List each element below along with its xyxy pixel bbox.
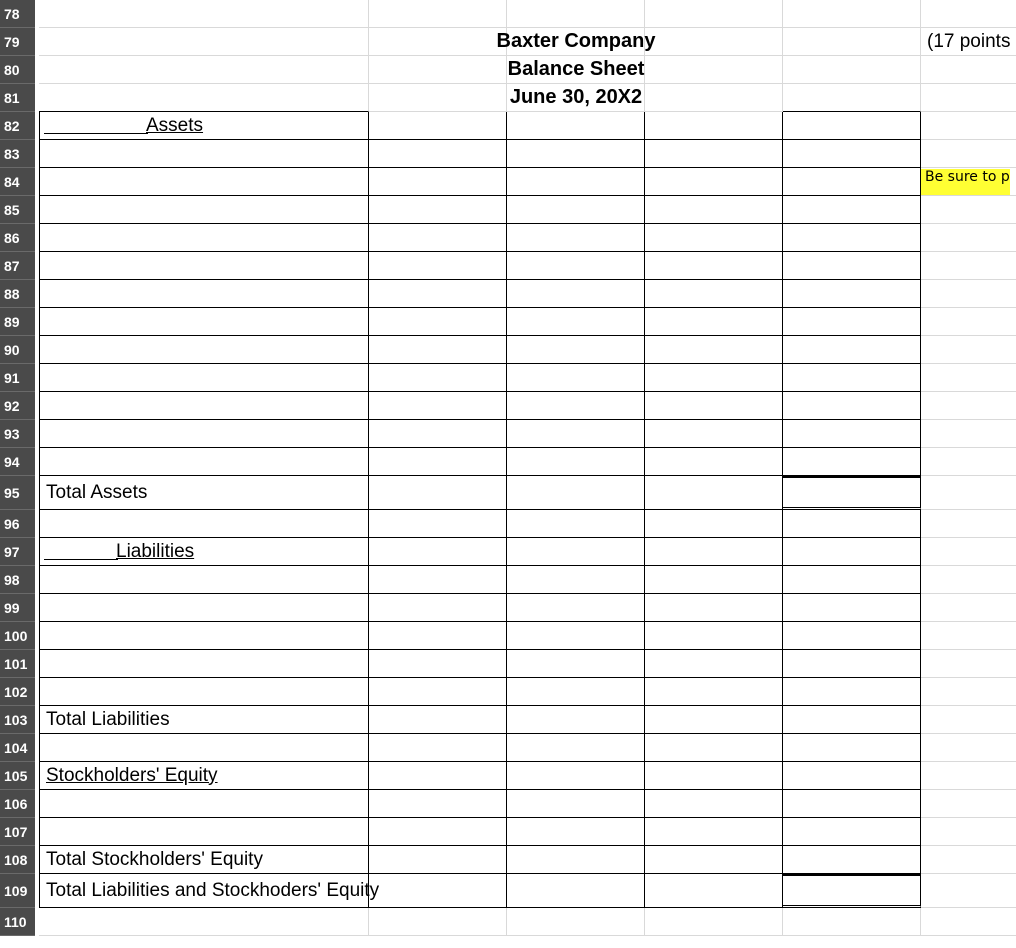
cell[interactable]: [507, 678, 645, 706]
cell[interactable]: [645, 566, 783, 594]
cell[interactable]: [369, 650, 507, 678]
cell[interactable]: [783, 594, 921, 622]
cell[interactable]: [507, 196, 645, 224]
total-assets-label: Total Assets: [46, 481, 148, 503]
cell[interactable]: [39, 392, 369, 420]
sheet-row: [0, 392, 1016, 420]
cell[interactable]: [783, 140, 921, 168]
cell[interactable]: [507, 622, 645, 650]
cell[interactable]: [507, 420, 645, 448]
sheet-row: [0, 650, 1016, 678]
cell[interactable]: [369, 392, 507, 420]
cell[interactable]: [369, 112, 507, 140]
cell[interactable]: [783, 112, 921, 140]
cell[interactable]: [39, 650, 369, 678]
cell[interactable]: [369, 734, 507, 762]
cell[interactable]: [645, 420, 783, 448]
cell[interactable]: [645, 308, 783, 336]
cell[interactable]: [783, 196, 921, 224]
row-header[interactable]: 97: [0, 538, 35, 566]
cell[interactable]: [39, 908, 369, 936]
cell[interactable]: [645, 448, 783, 476]
sheet-row: [0, 168, 1016, 196]
cell[interactable]: [369, 818, 507, 846]
cell[interactable]: [369, 336, 507, 364]
cell[interactable]: [921, 224, 1016, 252]
cell[interactable]: [921, 448, 1016, 476]
cell[interactable]: [369, 510, 507, 538]
points-note: (17 points: [927, 30, 1011, 52]
sheet-row: [0, 308, 1016, 336]
row-header[interactable]: 89: [0, 308, 35, 336]
cell[interactable]: [921, 762, 1016, 790]
cell[interactable]: [507, 566, 645, 594]
cell[interactable]: [645, 846, 783, 874]
cell[interactable]: [507, 336, 645, 364]
cell[interactable]: [369, 908, 507, 936]
cell[interactable]: [645, 280, 783, 308]
cell[interactable]: [39, 566, 369, 594]
cell[interactable]: [921, 538, 1016, 566]
cell[interactable]: [39, 622, 369, 650]
row-header[interactable]: 80: [0, 56, 35, 84]
sheet-row: [0, 112, 1016, 140]
cell[interactable]: [783, 908, 921, 936]
cell[interactable]: [783, 28, 921, 56]
sheet-row: [0, 818, 1016, 846]
cell[interactable]: [921, 84, 1016, 112]
cell[interactable]: [783, 308, 921, 336]
row-header[interactable]: 83: [0, 140, 35, 168]
hint-note: Be sure to p: [921, 169, 1010, 195]
cell[interactable]: [507, 224, 645, 252]
cell[interactable]: [507, 874, 645, 908]
row-header[interactable]: 82: [0, 112, 35, 140]
cell[interactable]: [507, 594, 645, 622]
sheet-row: [0, 0, 1016, 28]
cell[interactable]: [369, 420, 507, 448]
cell[interactable]: [369, 448, 507, 476]
cell[interactable]: [921, 734, 1016, 762]
cell[interactable]: [39, 168, 369, 196]
cell[interactable]: [645, 734, 783, 762]
row-header[interactable]: 88: [0, 280, 35, 308]
row-header[interactable]: 90: [0, 336, 35, 364]
cell[interactable]: [507, 0, 645, 28]
cell[interactable]: [507, 762, 645, 790]
company-title: Baxter Company: [369, 28, 783, 56]
cell[interactable]: [507, 168, 645, 196]
cell[interactable]: [783, 650, 921, 678]
sheet-row: [0, 252, 1016, 280]
cell[interactable]: [39, 734, 369, 762]
sheet-row: [0, 476, 1016, 510]
cell[interactable]: [783, 364, 921, 392]
cell[interactable]: [783, 224, 921, 252]
cell[interactable]: [645, 650, 783, 678]
total-liabilities-label: Total Liabilities: [46, 708, 170, 730]
cell[interactable]: [645, 196, 783, 224]
cell[interactable]: [39, 448, 369, 476]
cell[interactable]: [369, 594, 507, 622]
cell[interactable]: [507, 112, 645, 140]
cell[interactable]: [783, 566, 921, 594]
sheet-row: [0, 420, 1016, 448]
cell[interactable]: [645, 908, 783, 936]
cell[interactable]: [369, 790, 507, 818]
cell[interactable]: [921, 168, 1016, 196]
sheet-row: [0, 56, 1016, 84]
cell[interactable]: [921, 566, 1016, 594]
row-header[interactable]: 92: [0, 392, 35, 420]
cell[interactable]: [783, 734, 921, 762]
cell[interactable]: [783, 510, 921, 538]
cell[interactable]: [369, 762, 507, 790]
cell[interactable]: [921, 874, 1016, 908]
cell[interactable]: [39, 28, 369, 56]
cell[interactable]: [921, 510, 1016, 538]
cell[interactable]: [39, 224, 369, 252]
cell[interactable]: [783, 168, 921, 196]
cell[interactable]: [921, 0, 1016, 28]
statement-title: Balance Sheet: [369, 56, 783, 84]
cell[interactable]: [783, 678, 921, 706]
row-header[interactable]: 105: [0, 762, 35, 790]
row-header[interactable]: 109: [0, 874, 35, 908]
cell[interactable]: [645, 706, 783, 734]
cell[interactable]: [507, 908, 645, 936]
sheet-row: [0, 84, 1016, 112]
cell[interactable]: [507, 308, 645, 336]
cell[interactable]: [507, 650, 645, 678]
sheet-row: [0, 448, 1016, 476]
cell[interactable]: [39, 538, 369, 566]
cell[interactable]: [783, 762, 921, 790]
cell[interactable]: [39, 594, 369, 622]
sheet-row: [0, 874, 1016, 908]
cell[interactable]: [783, 622, 921, 650]
cell[interactable]: [39, 364, 369, 392]
cell[interactable]: [369, 622, 507, 650]
cell[interactable]: [921, 908, 1016, 936]
cell[interactable]: [921, 392, 1016, 420]
stockholders-equity-header: Stockholders' Equity: [46, 764, 218, 786]
cell[interactable]: [921, 420, 1016, 448]
cell[interactable]: [507, 392, 645, 420]
cell[interactable]: [39, 308, 369, 336]
cell[interactable]: [369, 476, 507, 510]
cell[interactable]: [507, 448, 645, 476]
row-header[interactable]: 107: [0, 818, 35, 846]
cell[interactable]: [783, 790, 921, 818]
sheet-row: [0, 510, 1016, 538]
cell[interactable]: [507, 252, 645, 280]
row-header[interactable]: 94: [0, 448, 35, 476]
cell[interactable]: [921, 280, 1016, 308]
cell[interactable]: [39, 280, 369, 308]
cell[interactable]: [921, 308, 1016, 336]
cell[interactable]: [39, 252, 369, 280]
cell[interactable]: [783, 706, 921, 734]
cell[interactable]: [507, 846, 645, 874]
cell[interactable]: [369, 224, 507, 252]
cell[interactable]: [369, 874, 507, 908]
cell[interactable]: [369, 846, 507, 874]
cell[interactable]: [921, 196, 1016, 224]
cell[interactable]: [507, 280, 645, 308]
cell[interactable]: [921, 56, 1016, 84]
cell[interactable]: [507, 734, 645, 762]
sheet-row: [0, 734, 1016, 762]
cell[interactable]: [921, 818, 1016, 846]
cell[interactable]: [921, 252, 1016, 280]
cell[interactable]: [645, 392, 783, 420]
sheet-row: [0, 336, 1016, 364]
cell[interactable]: [921, 678, 1016, 706]
cell[interactable]: [645, 594, 783, 622]
cell[interactable]: [921, 594, 1016, 622]
sheet-row: [0, 280, 1016, 308]
row-header[interactable]: 98: [0, 566, 35, 594]
cell[interactable]: [645, 762, 783, 790]
cell[interactable]: [645, 0, 783, 28]
row-header[interactable]: 104: [0, 734, 35, 762]
cell[interactable]: [921, 622, 1016, 650]
cell[interactable]: [783, 846, 921, 874]
cell[interactable]: [645, 364, 783, 392]
cell[interactable]: [39, 140, 369, 168]
cell[interactable]: [783, 448, 921, 476]
row-header[interactable]: 108: [0, 846, 35, 874]
cell[interactable]: [645, 140, 783, 168]
cell[interactable]: [921, 706, 1016, 734]
cell[interactable]: [645, 818, 783, 846]
sheet-row: [0, 622, 1016, 650]
cell[interactable]: [783, 538, 921, 566]
sheet-row: [0, 538, 1016, 566]
cell[interactable]: [783, 336, 921, 364]
cell[interactable]: [39, 678, 369, 706]
cell[interactable]: [39, 336, 369, 364]
cell[interactable]: [369, 364, 507, 392]
underline-lead: [44, 559, 118, 560]
cell[interactable]: [507, 140, 645, 168]
row-header[interactable]: 81: [0, 84, 35, 112]
row-header[interactable]: 85: [0, 196, 35, 224]
row-header[interactable]: 93: [0, 420, 35, 448]
cell[interactable]: [783, 392, 921, 420]
sheet-row: [0, 594, 1016, 622]
cell[interactable]: [921, 650, 1016, 678]
cell[interactable]: [39, 846, 369, 874]
cell[interactable]: [921, 364, 1016, 392]
row-header[interactable]: 99: [0, 594, 35, 622]
row-header[interactable]: 106: [0, 790, 35, 818]
sheet-row: [0, 140, 1016, 168]
cell[interactable]: [369, 140, 507, 168]
cell[interactable]: [645, 112, 783, 140]
cell[interactable]: [39, 56, 369, 84]
cell[interactable]: [783, 0, 921, 28]
sheet-row: [0, 846, 1016, 874]
row-header[interactable]: 91: [0, 364, 35, 392]
cell[interactable]: [39, 112, 369, 140]
cell[interactable]: [39, 762, 369, 790]
cell[interactable]: [369, 196, 507, 224]
sheet-row: [0, 706, 1016, 734]
cell[interactable]: [783, 280, 921, 308]
cell[interactable]: [783, 252, 921, 280]
cell[interactable]: [645, 510, 783, 538]
sheet-row: [0, 28, 1016, 56]
row-header[interactable]: 87: [0, 252, 35, 280]
cell[interactable]: [645, 224, 783, 252]
cell[interactable]: [645, 252, 783, 280]
cell[interactable]: [39, 790, 369, 818]
sheet-row: [0, 908, 1016, 936]
cell[interactable]: [39, 510, 369, 538]
cell[interactable]: [39, 706, 369, 734]
row-header[interactable]: 79: [0, 28, 35, 56]
cell[interactable]: [783, 420, 921, 448]
cell[interactable]: [921, 846, 1016, 874]
sheet-row: [0, 224, 1016, 252]
cell[interactable]: [507, 538, 645, 566]
row-header[interactable]: 101: [0, 650, 35, 678]
cell[interactable]: [507, 706, 645, 734]
cell[interactable]: [507, 476, 645, 510]
row-header[interactable]: 103: [0, 706, 35, 734]
cell[interactable]: [39, 0, 369, 28]
cell[interactable]: [507, 818, 645, 846]
sheet-row: [0, 790, 1016, 818]
sheet-row: [0, 196, 1016, 224]
cell[interactable]: [645, 336, 783, 364]
liabilities-header: Liabilities: [116, 540, 195, 562]
cell[interactable]: [369, 168, 507, 196]
sheet-row: [0, 678, 1016, 706]
assets-header: Assets: [146, 114, 204, 136]
cell[interactable]: [783, 874, 921, 908]
row-header[interactable]: 86: [0, 224, 35, 252]
cell[interactable]: [39, 84, 369, 112]
cell[interactable]: [39, 818, 369, 846]
cell[interactable]: [921, 112, 1016, 140]
cell[interactable]: [369, 706, 507, 734]
cell[interactable]: [921, 476, 1016, 510]
row-header[interactable]: 100: [0, 622, 35, 650]
row-header[interactable]: 84: [0, 168, 35, 196]
cell[interactable]: [369, 678, 507, 706]
sheet-row: [0, 364, 1016, 392]
cell[interactable]: [507, 364, 645, 392]
sheet-row: [0, 762, 1016, 790]
cell[interactable]: [39, 196, 369, 224]
cell[interactable]: [645, 538, 783, 566]
cell[interactable]: [921, 336, 1016, 364]
cell[interactable]: [369, 280, 507, 308]
cell[interactable]: [369, 252, 507, 280]
underline-lead: [44, 133, 148, 134]
cell[interactable]: [921, 28, 1016, 56]
row-header[interactable]: 110: [0, 908, 35, 936]
row-header[interactable]: 95: [0, 476, 35, 510]
cell[interactable]: [39, 874, 380, 908]
cell[interactable]: [645, 476, 783, 510]
cell[interactable]: [921, 140, 1016, 168]
cell[interactable]: [783, 818, 921, 846]
cell[interactable]: [507, 510, 645, 538]
cell[interactable]: [645, 678, 783, 706]
cell[interactable]: [39, 420, 369, 448]
cell[interactable]: [645, 168, 783, 196]
date-title: June 30, 20X2: [369, 84, 783, 112]
row-header[interactable]: 102: [0, 678, 35, 706]
cell[interactable]: [783, 56, 921, 84]
cell[interactable]: [921, 790, 1016, 818]
cell[interactable]: [783, 476, 921, 510]
cell[interactable]: [369, 308, 507, 336]
cell[interactable]: [507, 790, 645, 818]
cell[interactable]: [783, 84, 921, 112]
total-liabilities-equity-label: Total Liabilities and Stockhoders' Equity: [46, 879, 380, 901]
total-stockholders-equity-label: Total Stockholders' Equity: [46, 848, 263, 870]
row-header[interactable]: 78: [0, 0, 35, 28]
cell[interactable]: [645, 790, 783, 818]
cell[interactable]: [369, 0, 507, 28]
cell[interactable]: [369, 538, 507, 566]
cell[interactable]: [645, 622, 783, 650]
sheet-row: [0, 566, 1016, 594]
cell[interactable]: [369, 566, 507, 594]
cell[interactable]: [39, 476, 369, 510]
row-header[interactable]: 96: [0, 510, 35, 538]
cell[interactable]: [645, 874, 783, 908]
